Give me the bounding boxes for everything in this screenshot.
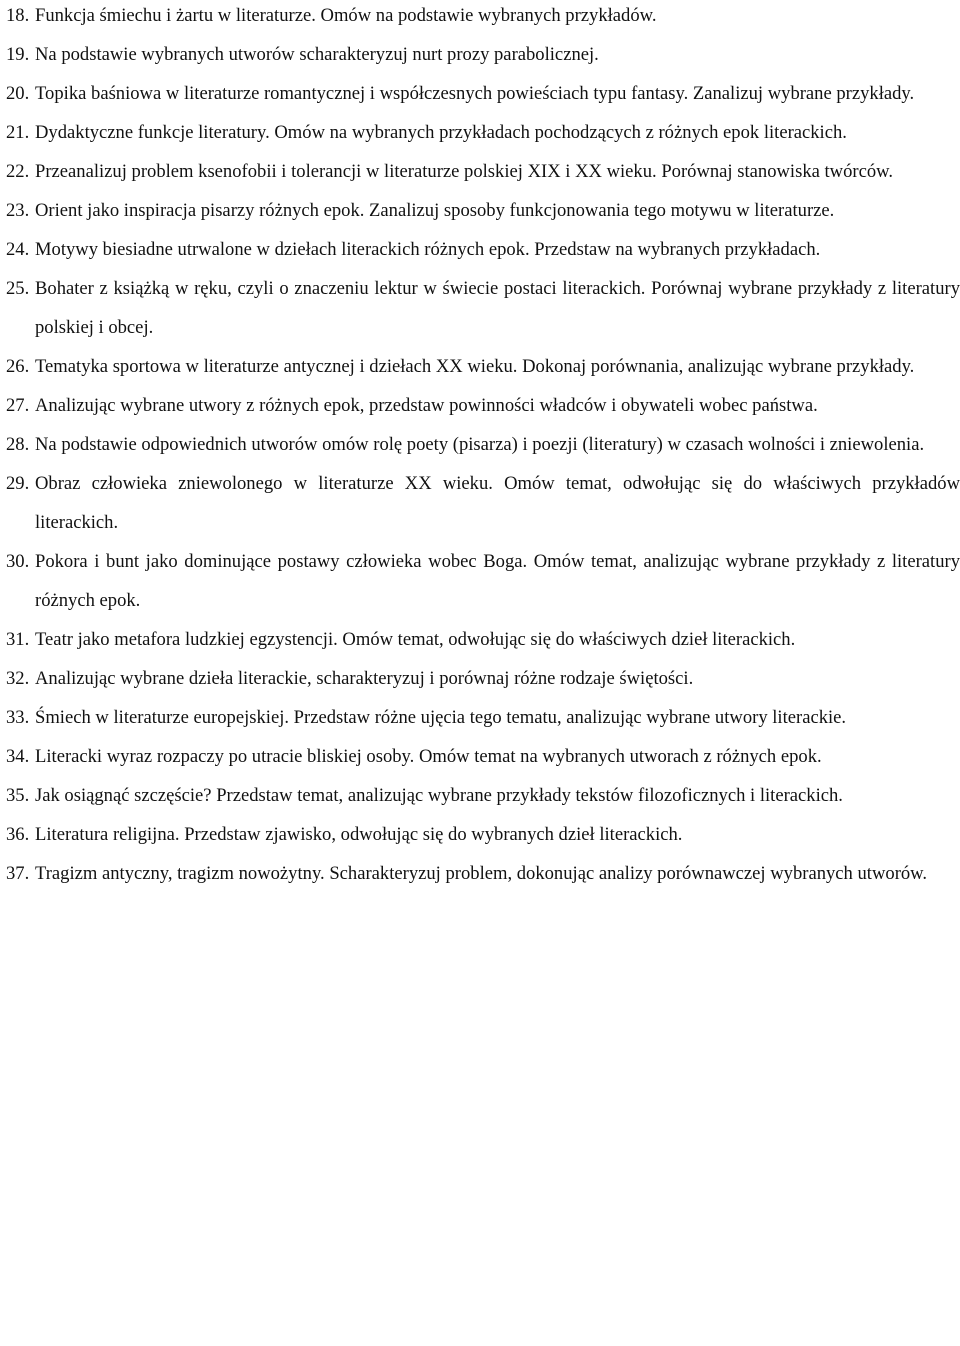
- topic-text: Teatr jako metafora ludzkiej egzystencji. Omów temat, odwołując się do właściwych dzieł literackich.: [35, 629, 796, 650]
- topic-text: Na podstawie odpowiednich utworów omów rolę poety (pisarza) i poezji (literatury) w czasach wolności i zniewolenia.: [35, 434, 925, 455]
- topic-text: Śmiech w literaturze europejskiej. Przedstaw różne ujęcia tego tematu, analizując wybrane utwory literackie.: [35, 707, 847, 728]
- topic-number: 20.: [6, 83, 30, 104]
- list-item-topic-32: [6, 659, 960, 698]
- list-item-topic-23: [6, 191, 960, 230]
- list-item-topic-37: [6, 854, 960, 893]
- list-item-topic-20: [6, 74, 960, 113]
- topic-text: Analizując wybrane utwory z różnych epok, przedstaw powinności władców i obywateli wobec państwa.: [35, 395, 818, 416]
- topic-number: 32.: [6, 668, 30, 689]
- list-item-topic-26: [6, 347, 960, 386]
- topic-number: 18.: [6, 5, 30, 26]
- topic-text: Funkcja śmiechu i żartu w literaturze. Omów na podstawie wybranych przykładów.: [35, 5, 657, 26]
- list-item-topic-31: [6, 620, 960, 659]
- topic-text: Topika baśniowa w literaturze romantycznej i współczesnych powieściach typu fantasy. Zanalizuj wybrane przykłady.: [35, 83, 915, 104]
- topic-number: 35.: [6, 785, 30, 806]
- topic-number: 33.: [6, 707, 30, 728]
- topic-number: 21.: [6, 122, 30, 143]
- list-item-topic-28: [6, 425, 960, 464]
- topic-text: Orient jako inspiracja pisarzy różnych epok. Zanalizuj sposoby funkcjonowania tego motywu w literaturze.: [35, 200, 835, 221]
- topic-text: Jak osiągnąć szczęście? Przedstaw temat, analizując wybrane przykłady tekstów filozoficznych i literackich.: [35, 785, 843, 806]
- topic-text: Pokora i bunt jako dominujące postawy człowieka wobec Boga. Omów temat, analizując wybrane przykłady z literatury różnych epok.: [35, 551, 960, 611]
- topic-number: 36.: [6, 824, 30, 845]
- topic-text: Literatura religijna. Przedstaw zjawisko, odwołując się do wybranych dzieł literackich.: [35, 824, 683, 845]
- list-item-topic-36: [6, 815, 960, 854]
- list-item-topic-27: [6, 386, 960, 425]
- list-item-topic-19: [6, 35, 960, 74]
- list-item-topic-34: [6, 737, 960, 776]
- topic-text: Bohater z książką w ręku, czyli o znaczeniu lektur w świecie postaci literackich. Porównaj wybrane przykłady z literatury polskiej i obcej.: [35, 278, 960, 338]
- topic-list: [6, 0, 960, 893]
- topic-number: 24.: [6, 239, 30, 260]
- topic-number: 30.: [6, 551, 30, 572]
- topic-number: 26.: [6, 356, 30, 377]
- topic-text: Obraz człowieka zniewolonego w literaturze XX wieku. Omów temat, odwołując się do właściwych przykładów literackich.: [35, 473, 960, 533]
- list-item-topic-25: [6, 269, 960, 347]
- topic-text: Na podstawie wybranych utworów scharakteryzuj nurt prozy parabolicznej.: [35, 44, 599, 65]
- topic-text: Tragizm antyczny, tragizm nowożytny. Scharakteryzuj problem, dokonując analizy porównawczej wybranych utworów.: [35, 863, 928, 884]
- topic-number: 19.: [6, 44, 30, 65]
- topic-text: Motywy biesiadne utrwalone w dziełach literackich różnych epok. Przedstaw na wybranych przykładach.: [35, 239, 821, 260]
- topic-text: Analizując wybrane dzieła literackie, scharakteryzuj i porównaj różne rodzaje świętości.: [35, 668, 694, 689]
- topic-number: 29.: [6, 473, 30, 494]
- topic-number: 23.: [6, 200, 30, 221]
- topic-number: 37.: [6, 863, 30, 884]
- list-item-topic-33: [6, 698, 960, 737]
- list-item-topic-21: [6, 113, 960, 152]
- topic-text: Przeanalizuj problem ksenofobii i tolerancji w literaturze polskiej XIX i XX wieku. Porównaj stanowiska twórców.: [35, 161, 894, 182]
- list-item-topic-22: [6, 152, 960, 191]
- topic-number: 25.: [6, 278, 30, 299]
- topic-text: Dydaktyczne funkcje literatury. Omów na wybranych przykładach pochodzących z różnych epok literackich.: [35, 122, 847, 143]
- list-item-topic-18: [6, 0, 960, 35]
- topic-number: 27.: [6, 395, 30, 416]
- topic-text: Literacki wyraz rozpaczy po utracie bliskiej osoby. Omów temat na wybranych utworach z różnych epok.: [35, 746, 822, 767]
- list-item-topic-24: [6, 230, 960, 269]
- list-item-topic-29: [6, 464, 960, 542]
- topic-number: 31.: [6, 629, 30, 650]
- topic-number: 22.: [6, 161, 30, 182]
- topic-number: 34.: [6, 746, 30, 767]
- list-item-topic-35: [6, 776, 960, 815]
- topic-number: 28.: [6, 434, 30, 455]
- topic-text: Tematyka sportowa w literaturze antycznej i dziełach XX wieku. Dokonaj porównania, analizując wybrane przykłady.: [35, 356, 915, 377]
- list-item-topic-30: [6, 542, 960, 620]
